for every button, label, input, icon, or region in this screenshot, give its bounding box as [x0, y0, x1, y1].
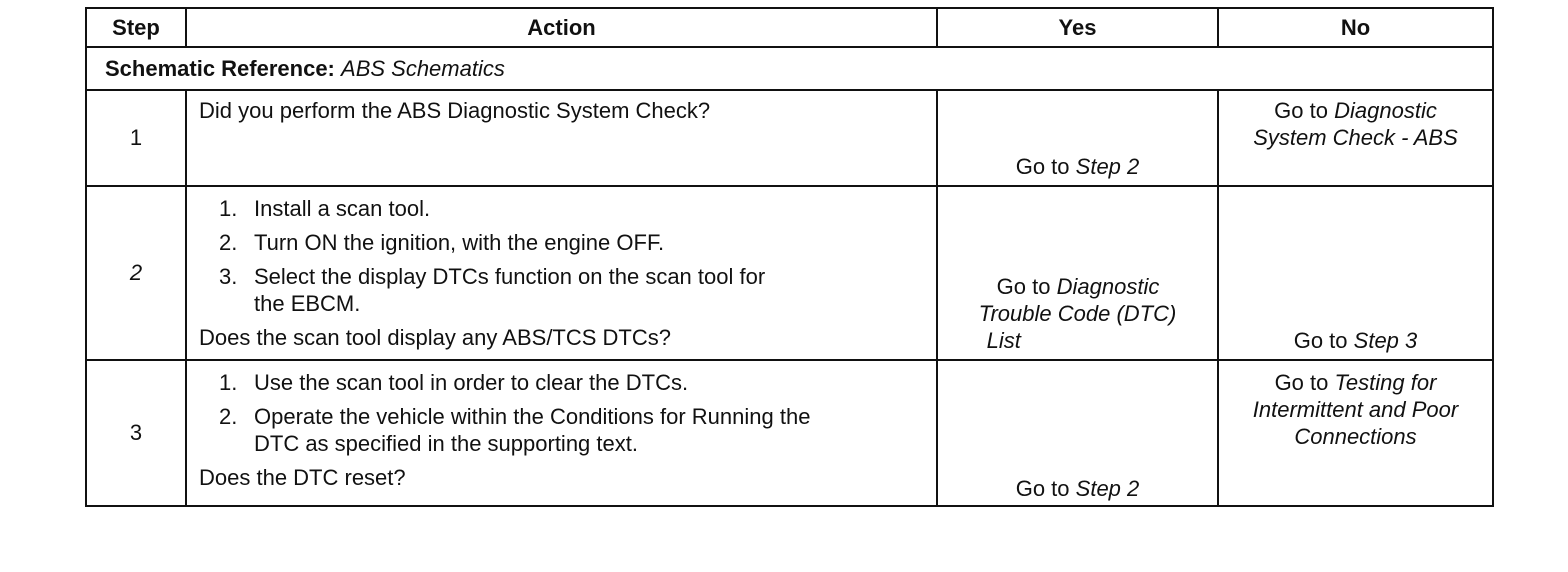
- no-prefix: Go to: [1293, 328, 1348, 353]
- no-link-line2[interactable]: System Check - ABS: [1253, 125, 1458, 150]
- action-step-item: [199, 403, 926, 457]
- action-step-text: Use the scan tool in order to clear the DTCs.: [254, 370, 689, 395]
- action-cell: [186, 360, 937, 506]
- schematic-reference-link[interactable]: ABS Schematics: [341, 55, 505, 81]
- action-step-item: [199, 195, 926, 222]
- action-step-text: Install a scan tool.: [254, 196, 431, 221]
- header-action: Action: [186, 8, 937, 47]
- yes-cell: [937, 186, 1218, 360]
- action-step-text-line2: DTC as specified in the supporting text.: [254, 431, 638, 456]
- table-row: [86, 186, 1493, 360]
- yes-cell: [937, 90, 1218, 186]
- step-number: 2: [86, 186, 186, 360]
- schematic-reference-label: Schematic Reference:: [105, 55, 335, 81]
- no-link-line3[interactable]: Connections: [1294, 424, 1417, 449]
- action-steps: [199, 195, 926, 317]
- yes-link[interactable]: Step 2: [1075, 476, 1140, 501]
- yes-link[interactable]: Diagnostic: [1056, 274, 1160, 299]
- action-step-number: 3.: [219, 264, 238, 289]
- action-step-text: Operate the vehicle within the Conditions for Running the: [254, 404, 811, 429]
- header-step: Step: [86, 8, 186, 47]
- table-row: [86, 360, 1493, 506]
- no-cell: [1218, 360, 1493, 506]
- no-link-line2[interactable]: Intermittent and Poor: [1252, 397, 1459, 422]
- yes-prefix: Go to: [996, 274, 1051, 299]
- table-row: [86, 90, 1493, 186]
- action-step-number: 2.: [219, 404, 238, 429]
- step-number: 3: [86, 360, 186, 506]
- no-link[interactable]: Diagnostic: [1334, 98, 1437, 123]
- action-step-item: [199, 229, 926, 256]
- step-number: 1: [86, 90, 186, 186]
- no-link[interactable]: Testing for: [1334, 370, 1437, 395]
- action-question: Did you perform the ABS Diagnostic System Check?: [199, 98, 711, 123]
- action-step-number: 1.: [219, 370, 238, 395]
- action-step-number: 1.: [219, 196, 238, 221]
- action-step-number: 2.: [219, 230, 238, 255]
- action-step-item: [199, 263, 926, 317]
- action-step-text: Select the display DTCs function on the scan tool for: [254, 264, 766, 289]
- diagnostic-table: [85, 7, 1494, 507]
- yes-prefix: Go to: [1015, 154, 1070, 179]
- schematic-reference-cell: [86, 47, 1493, 90]
- header-no: No: [1218, 8, 1493, 47]
- yes-link-line3[interactable]: List: [986, 328, 1021, 353]
- yes-link[interactable]: Step 2: [1075, 154, 1140, 179]
- action-step-text-line2: the EBCM.: [254, 291, 361, 316]
- yes-prefix: Go to: [1015, 476, 1070, 501]
- yes-link-line2[interactable]: Trouble Code (DTC): [978, 301, 1177, 326]
- action-step-text: Turn ON the ignition, with the engine OFF.: [254, 230, 665, 255]
- action-question: Does the DTC reset?: [199, 465, 406, 490]
- schematic-reference-row: [86, 47, 1493, 90]
- action-cell: [186, 186, 937, 360]
- no-link[interactable]: Step 3: [1353, 328, 1418, 353]
- yes-cell: [937, 360, 1218, 506]
- action-question: Does the scan tool display any ABS/TCS DTCs?: [199, 325, 671, 350]
- header-row: [86, 8, 1493, 47]
- no-prefix: Go to: [1274, 98, 1328, 123]
- action-steps: [199, 369, 926, 457]
- header-yes: Yes: [937, 8, 1218, 47]
- no-prefix: Go to: [1274, 370, 1329, 395]
- action-step-item: [199, 369, 926, 396]
- action-cell: [186, 90, 937, 186]
- no-cell: [1218, 90, 1493, 186]
- no-cell: [1218, 186, 1493, 360]
